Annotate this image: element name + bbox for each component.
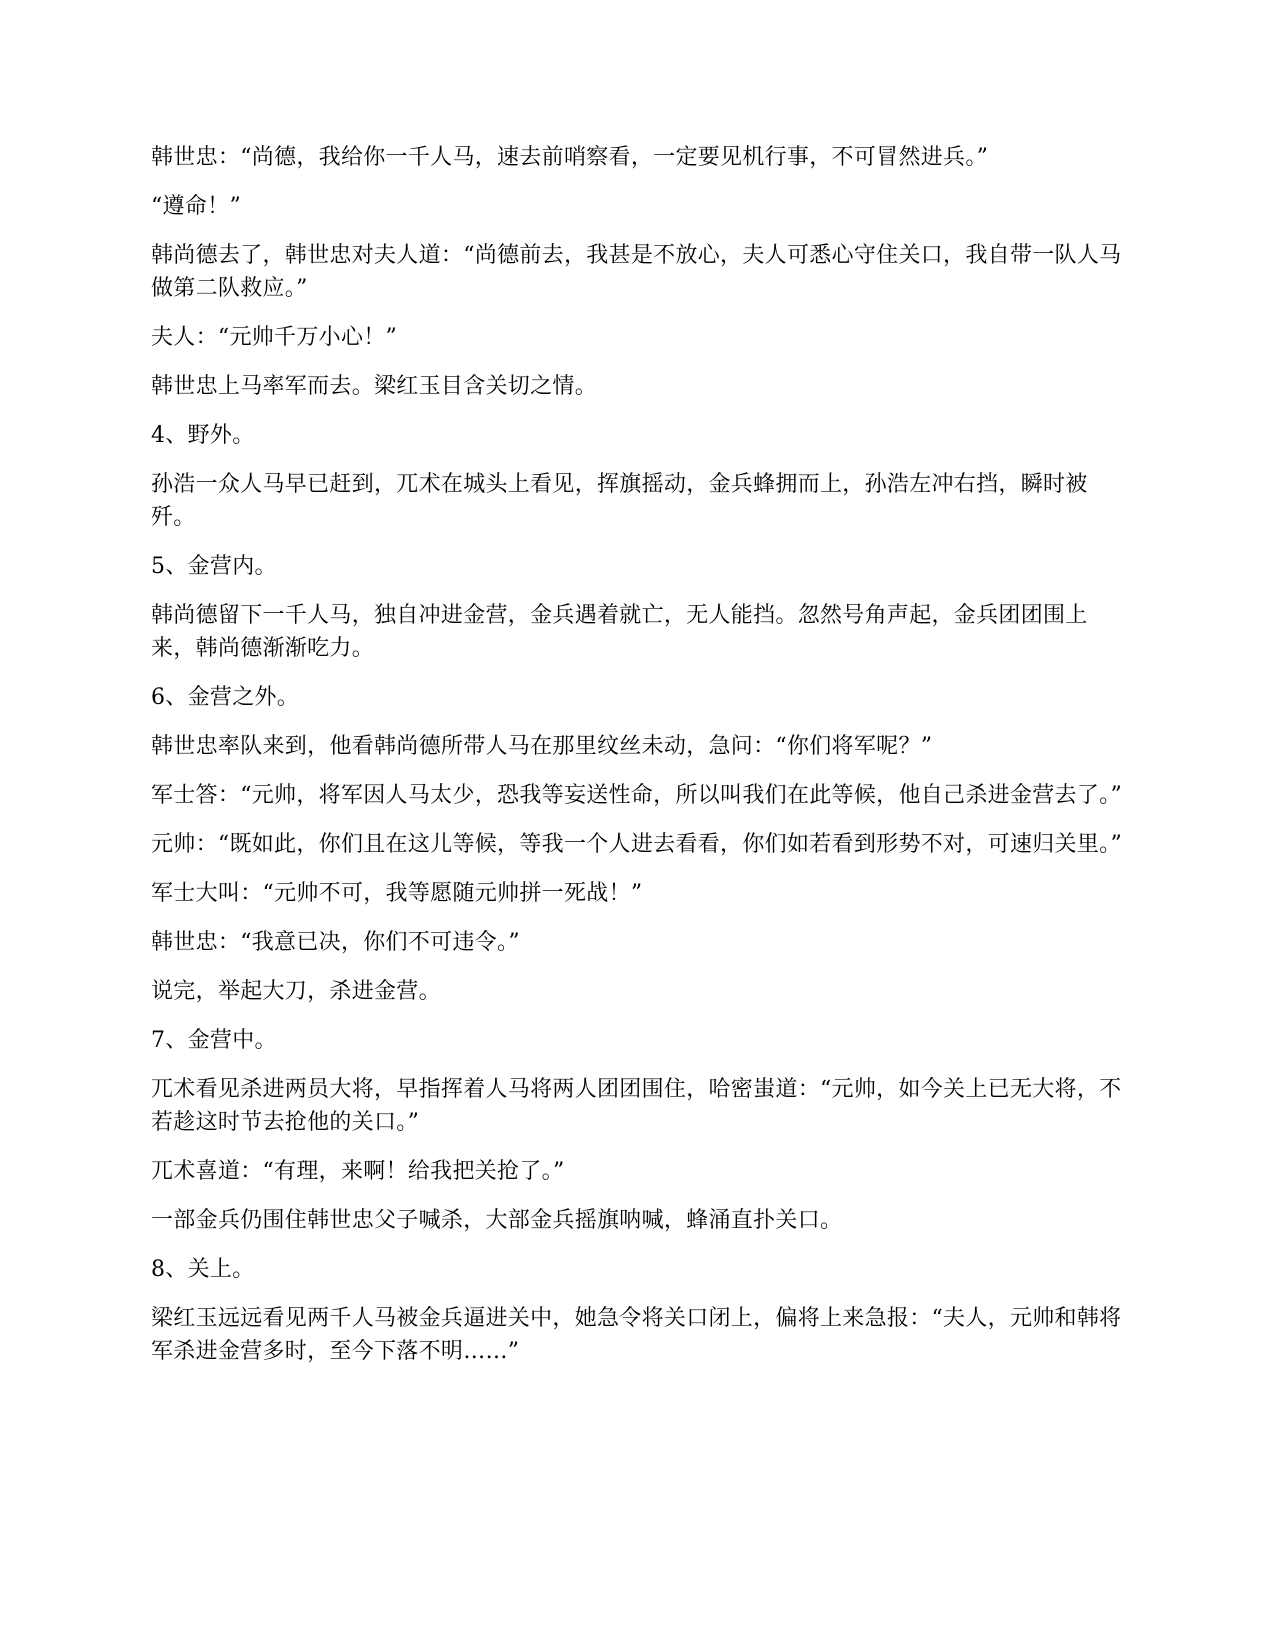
paragraph: 军士大叫：“元帅不可，我等愿随元帅拼一死战！” (151, 881, 643, 906)
paragraph: 说完，举起大刀，杀进金营。 (151, 979, 441, 1004)
paragraph: 韩尚德留下一千人马，独自冲进金营，金兵遇着就亡，无人能挡。忽然号角声起，金兵团团围上来，韩尚德渐渐吃力。 (151, 603, 1088, 661)
paragraph: 韩世忠上马率军而去。梁红玉目含关切之情。 (151, 374, 598, 399)
paragraph: 韩尚德去了，韩世忠对夫人道：“尚德前去，我甚是不放心，夫人可悉心守住关口，我自带一队人马做第二队救应。” (151, 243, 1122, 301)
paragraph: 兀术喜道：“有理，来啊！给我把关抢了。” (151, 1159, 565, 1184)
paragraph: 夫人：“元帅千万小心！” (151, 325, 398, 350)
paragraph: “遵命！” (151, 194, 241, 219)
paragraph: 梁红玉远远看见两千人马被金兵逼进关中，她急令将关口闭上，偏将上来急报：“夫人，元帅和韩将军杀进金营多时，至今下落不明……” (151, 1306, 1122, 1364)
scene-heading: 5、金营内。 (151, 554, 277, 579)
paragraph: 韩世忠：“尚德，我给你一千人马，速去前哨察看，一定要见机行事，不可冒然进兵。” (151, 145, 989, 170)
scene-heading: 4、野外。 (151, 423, 255, 448)
paragraph: 军士答：“元帅，将军因人马太少，恐我等妄送性命，所以叫我们在此等候，他自己杀进金营去了。” (151, 783, 1122, 808)
scene-heading: 6、金营之外。 (151, 685, 300, 710)
paragraph: 韩世忠率队来到，他看韩尚德所带人马在那里纹丝未动，急问：“你们将军呢？” (151, 734, 933, 759)
scene-heading: 8、关上。 (151, 1257, 255, 1282)
paragraph: 韩世忠：“我意已决，你们不可违令。” (151, 930, 520, 955)
paragraph: 孙浩一众人马早已赶到，兀术在城头上看见，挥旗摇动，金兵蜂拥而上，孙浩左冲右挡，瞬时被歼。 (151, 472, 1088, 530)
paragraph: 元帅：“既如此，你们且在这儿等候，等我一个人进去看看，你们如若看到形势不对，可速归关里。” (151, 832, 1122, 857)
document-body (151, 141, 1126, 1384)
scene-heading: 7、金营中。 (151, 1028, 277, 1053)
paragraph: 兀术看见杀进两员大将，早指挥着人马将两人团团围住，哈密蚩道：“元帅，如今关上已无大将，不若趁这时节去抢他的关口。” (151, 1077, 1122, 1135)
paragraph: 一部金兵仍围住韩世忠父子喊杀，大部金兵摇旗呐喊，蜂涌直扑关口。 (151, 1208, 843, 1233)
